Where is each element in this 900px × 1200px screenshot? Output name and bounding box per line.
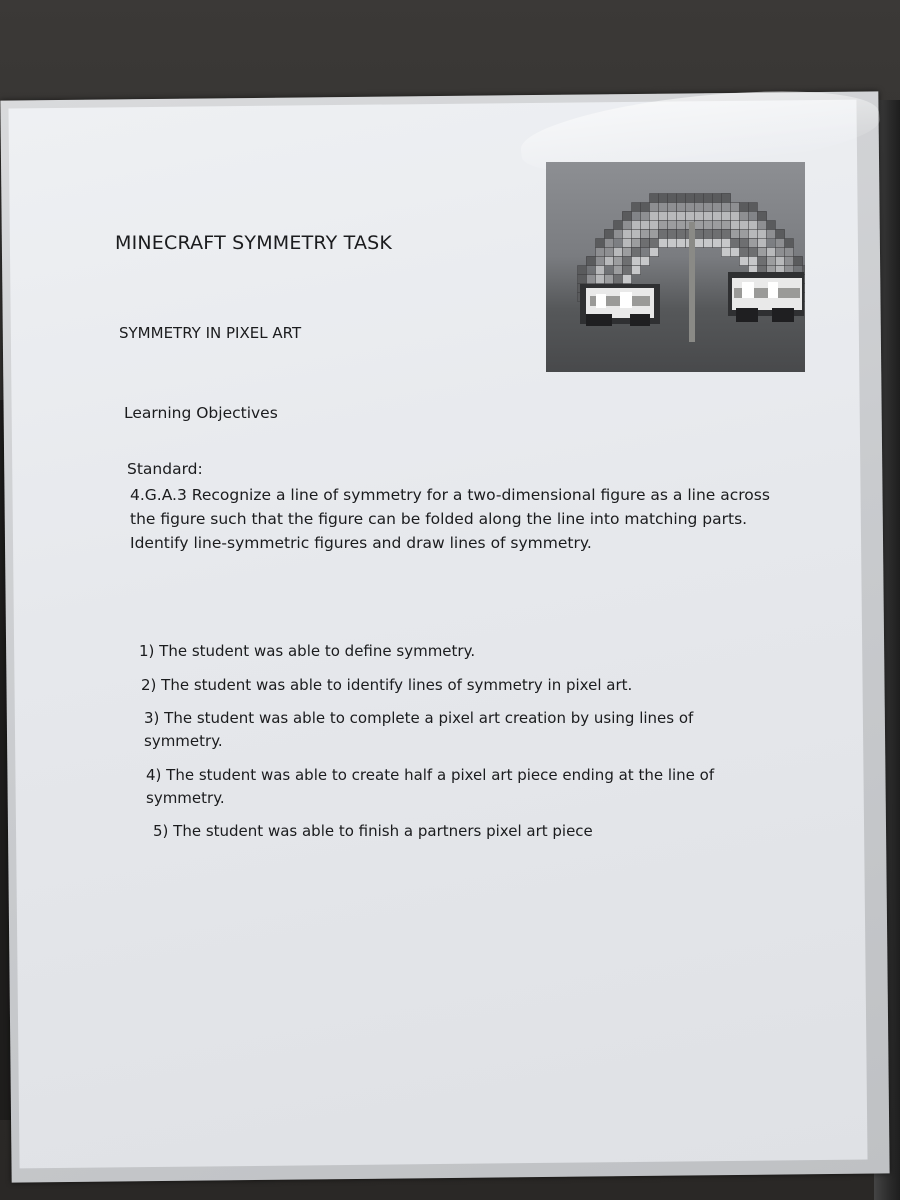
arc-pixel bbox=[659, 194, 668, 203]
arc-pixel bbox=[587, 275, 596, 284]
arc-pixel bbox=[623, 212, 632, 221]
arc-pixel bbox=[767, 230, 776, 239]
arc-pixel bbox=[785, 257, 794, 266]
arc-pixel bbox=[659, 239, 668, 248]
arc-pixel bbox=[677, 203, 686, 212]
arc-pixel bbox=[596, 248, 605, 257]
arc-pixel bbox=[713, 230, 722, 239]
arc-pixel bbox=[713, 239, 722, 248]
arc-pixel bbox=[650, 248, 659, 257]
arc-pixel bbox=[641, 230, 650, 239]
arc-pixel bbox=[596, 275, 605, 284]
arc-pixel bbox=[704, 212, 713, 221]
arc-pixel bbox=[704, 230, 713, 239]
arc-pixel bbox=[758, 248, 767, 257]
arc-pixel bbox=[668, 230, 677, 239]
arc-pixel bbox=[677, 194, 686, 203]
arc-pixel bbox=[704, 239, 713, 248]
document-title: MINECRAFT SYMMETRY TASK bbox=[115, 232, 393, 254]
pixel-rainbow-image bbox=[546, 162, 805, 372]
arc-pixel bbox=[731, 203, 740, 212]
arc-pixel bbox=[758, 239, 767, 248]
arc-pixel bbox=[668, 203, 677, 212]
arc-pixel bbox=[659, 221, 668, 230]
arc-pixel bbox=[776, 239, 785, 248]
arc-pixel bbox=[641, 221, 650, 230]
arc-pixel bbox=[614, 221, 623, 230]
arc-pixel bbox=[641, 203, 650, 212]
arc-pixel bbox=[695, 239, 704, 248]
objective-item: 3) The student was able to complete a pixel art creation by using lines of symmetry. bbox=[144, 709, 694, 750]
arc-pixel bbox=[632, 266, 641, 275]
arc-pixel bbox=[704, 221, 713, 230]
pixel-art-drawing bbox=[546, 162, 805, 372]
arc-pixel bbox=[677, 230, 686, 239]
arc-pixel bbox=[650, 203, 659, 212]
arc-pixel bbox=[713, 221, 722, 230]
arc-pixel bbox=[740, 212, 749, 221]
arc-pixel bbox=[659, 212, 668, 221]
arc-pixel bbox=[731, 239, 740, 248]
arc-pixel bbox=[614, 248, 623, 257]
arc-pixel bbox=[650, 194, 659, 203]
arc-pixel bbox=[749, 248, 758, 257]
arc-pixel bbox=[605, 257, 614, 266]
arc-pixel bbox=[749, 221, 758, 230]
arc-pixel bbox=[605, 230, 614, 239]
left-cloud bbox=[580, 284, 660, 326]
arc-pixel bbox=[668, 212, 677, 221]
arc-pixel bbox=[722, 203, 731, 212]
arc-pixel bbox=[623, 275, 632, 284]
arc-pixel bbox=[623, 230, 632, 239]
arc-pixel bbox=[623, 221, 632, 230]
arc-pixel bbox=[695, 221, 704, 230]
arc-pixel bbox=[686, 212, 695, 221]
arc-pixel bbox=[758, 257, 767, 266]
arc-pixel bbox=[731, 230, 740, 239]
arc-pixel bbox=[632, 221, 641, 230]
objective-item: 5) The student was able to finish a partners pixel art piece bbox=[153, 822, 593, 840]
arc-pixel bbox=[740, 257, 749, 266]
arc-pixel bbox=[767, 221, 776, 230]
standard-text: 4.G.A.3 Recognize a line of symmetry for a two-dimensional figure as a line across the figure such that the figure can be folded along the line into matching parts. Identify line-symmetric figures and draw lines of symmetry. bbox=[130, 486, 770, 552]
arc-pixel bbox=[776, 230, 785, 239]
arc-pixel bbox=[668, 221, 677, 230]
arc-pixel bbox=[605, 275, 614, 284]
arc-pixel bbox=[650, 221, 659, 230]
document-subtitle: SYMMETRY IN PIXEL ART bbox=[119, 324, 302, 342]
arc-pixel bbox=[578, 266, 587, 275]
arc-pixel bbox=[758, 212, 767, 221]
arc-pixel bbox=[695, 212, 704, 221]
arc-pixel bbox=[632, 248, 641, 257]
arc-pixel bbox=[740, 203, 749, 212]
right-cloud bbox=[728, 272, 804, 322]
arc-pixel bbox=[650, 212, 659, 221]
arc-pixel bbox=[668, 239, 677, 248]
arc-pixel bbox=[794, 257, 803, 266]
arc-pixel bbox=[677, 212, 686, 221]
arc-pixel bbox=[758, 230, 767, 239]
arc-pixel bbox=[605, 248, 614, 257]
arc-pixel bbox=[749, 203, 758, 212]
arc-pixel bbox=[731, 221, 740, 230]
arc-pixel bbox=[758, 221, 767, 230]
arc-pixel bbox=[713, 203, 722, 212]
arc-pixel bbox=[641, 239, 650, 248]
arc-pixel bbox=[659, 203, 668, 212]
arc-pixel bbox=[632, 203, 641, 212]
arc-pixel bbox=[740, 248, 749, 257]
arc-pixel bbox=[614, 275, 623, 284]
arc-pixel bbox=[740, 230, 749, 239]
arc-pixel bbox=[686, 194, 695, 203]
arc-pixel bbox=[695, 194, 704, 203]
arc-pixel bbox=[722, 239, 731, 248]
arc-pixel bbox=[776, 248, 785, 257]
arc-pixel bbox=[614, 266, 623, 275]
arc-pixel bbox=[722, 221, 731, 230]
arc-pixel bbox=[704, 203, 713, 212]
arc-pixel bbox=[704, 194, 713, 203]
arc-pixel bbox=[596, 266, 605, 275]
arc-pixel bbox=[722, 212, 731, 221]
center-pole bbox=[689, 222, 695, 342]
arc-pixel bbox=[623, 248, 632, 257]
objectives-heading: Learning Objectives bbox=[124, 404, 278, 422]
arc-pixel bbox=[587, 257, 596, 266]
arc-pixel bbox=[767, 257, 776, 266]
arc-pixel bbox=[623, 266, 632, 275]
arc-pixel bbox=[776, 257, 785, 266]
arc-pixel bbox=[740, 239, 749, 248]
arc-pixel bbox=[722, 194, 731, 203]
arc-pixel bbox=[632, 239, 641, 248]
arc-pixel bbox=[731, 212, 740, 221]
arc-pixel bbox=[632, 257, 641, 266]
arc-pixel bbox=[695, 230, 704, 239]
arc-pixel bbox=[749, 230, 758, 239]
objective-item: 4) The student was able to create half a pixel art piece ending at the line of symmetry. bbox=[146, 766, 715, 807]
arc-pixel bbox=[614, 230, 623, 239]
arc-pixel bbox=[713, 194, 722, 203]
arc-pixel bbox=[767, 248, 776, 257]
arc-pixel bbox=[641, 212, 650, 221]
standard-label: Standard: bbox=[127, 460, 203, 478]
arc-pixel bbox=[668, 194, 677, 203]
arc-pixel bbox=[785, 248, 794, 257]
arc-pixel bbox=[695, 203, 704, 212]
arc-pixel bbox=[596, 257, 605, 266]
arc-pixel bbox=[578, 275, 587, 284]
arc-pixel bbox=[740, 221, 749, 230]
arc-pixel bbox=[632, 230, 641, 239]
arc-pixel bbox=[686, 203, 695, 212]
arc-pixel bbox=[731, 248, 740, 257]
arc-pixel bbox=[713, 212, 722, 221]
arc-pixel bbox=[677, 221, 686, 230]
arc-pixel bbox=[677, 239, 686, 248]
arc-pixel bbox=[659, 230, 668, 239]
arc-pixel bbox=[641, 257, 650, 266]
arc-pixel bbox=[614, 257, 623, 266]
objective-item: 1) The student was able to define symmetry. bbox=[139, 642, 476, 660]
arc-pixel bbox=[749, 257, 758, 266]
arc-pixel bbox=[722, 230, 731, 239]
arc-pixel bbox=[785, 239, 794, 248]
arc-pixel bbox=[605, 239, 614, 248]
arc-pixel bbox=[650, 239, 659, 248]
arc-pixel bbox=[749, 239, 758, 248]
arc-pixel bbox=[650, 230, 659, 239]
arc-pixel bbox=[623, 257, 632, 266]
arc-pixel bbox=[596, 239, 605, 248]
arc-pixel bbox=[722, 248, 731, 257]
objective-item: 2) The student was able to identify lines of symmetry in pixel art. bbox=[141, 676, 633, 694]
arc-pixel bbox=[623, 239, 632, 248]
